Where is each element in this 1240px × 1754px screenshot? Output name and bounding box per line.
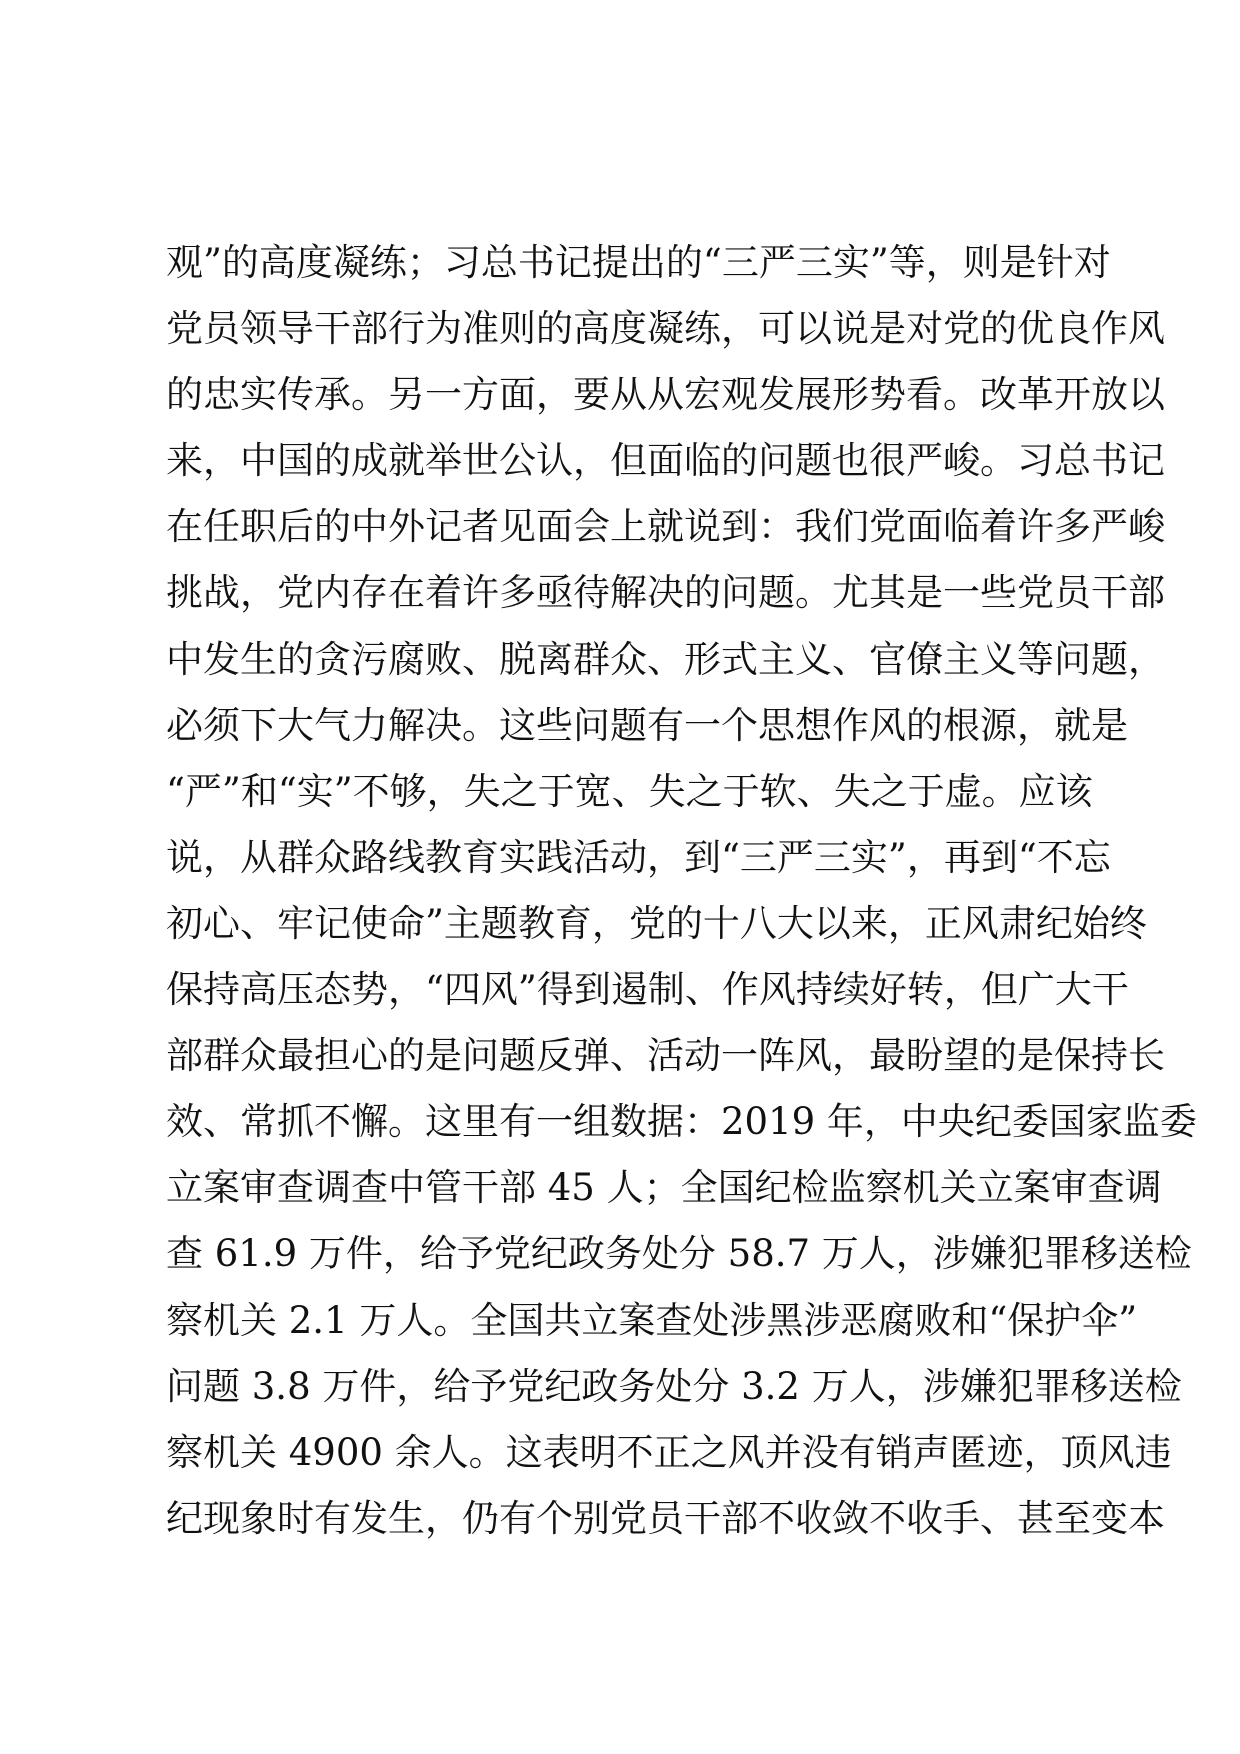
text-line: 的忠实传承。另一方面，要从从宏观发展形势看。改革开放以 [166,373,1165,417]
text-line: 初心、牢记使命”主题教育，党的十八大以来，正风肃纪始终 [166,901,1147,945]
body-text [166,230,1197,1552]
text-line: 说，从群众路线教育实践活动，到“三严三实”，再到“不忘 [166,835,1111,879]
text-line: 效、常抓不懈。这里有一组数据：2019 年，中央纪委国家监委 [166,1100,1197,1144]
text-line: 查 61.9 万件，给予党纪政务处分 58.7 万人，涉嫌犯罪移送检 [166,1232,1192,1276]
text-line: 察机关 4900 余人。这表明不正之风并没有销声匿迹，顶风违 [166,1430,1172,1474]
text-line: 挑战，党内存在着许多亟待解决的问题。尤其是一些党员干部 [166,571,1165,615]
text-line: 在任职后的中外记者见面会上就说到：我们党面临着许多严峻 [166,505,1165,549]
text-line: 察机关 2.1 万人。全国共立案查处涉黑涉恶腐败和“保护伞” [166,1298,1138,1342]
text-line: 纪现象时有发生，仍有个别党员干部不收敛不收手、甚至变本 [166,1496,1165,1540]
text-line: 党员领导干部行为准则的高度凝练，可以说是对党的优良作风 [166,307,1165,351]
text-line: 问题 3.8 万件，给予党纪政务处分 3.2 万人，涉嫌犯罪移送检 [166,1364,1182,1408]
text-line: 部群众最担心的是问题反弹、活动一阵风，最盼望的是保持长 [166,1034,1165,1078]
text-line: 立案审查调查中管干部 45 人；全国纪检监察机关立案审查调 [166,1166,1162,1210]
text-line: 中发生的贪污腐败、脱离群众、形式主义、官僚主义等问题， [166,637,1165,681]
text-line: 来，中国的成就举世公认，但面临的问题也很严峻。习总书记 [166,439,1165,483]
text-line: 必须下大气力解决。这些问题有一个思想作风的根源，就是 [166,703,1128,747]
text-line: “严”和“实”不够，失之于宽、失之于软、失之于虚。应该 [166,769,1093,813]
text-line: 保持高压态势，“四风”得到遏制、作风持续好转，但广大干 [166,968,1129,1012]
text-line: 观”的高度凝练；习总书记提出的“三严三实”等，则是针对 [166,241,1111,284]
